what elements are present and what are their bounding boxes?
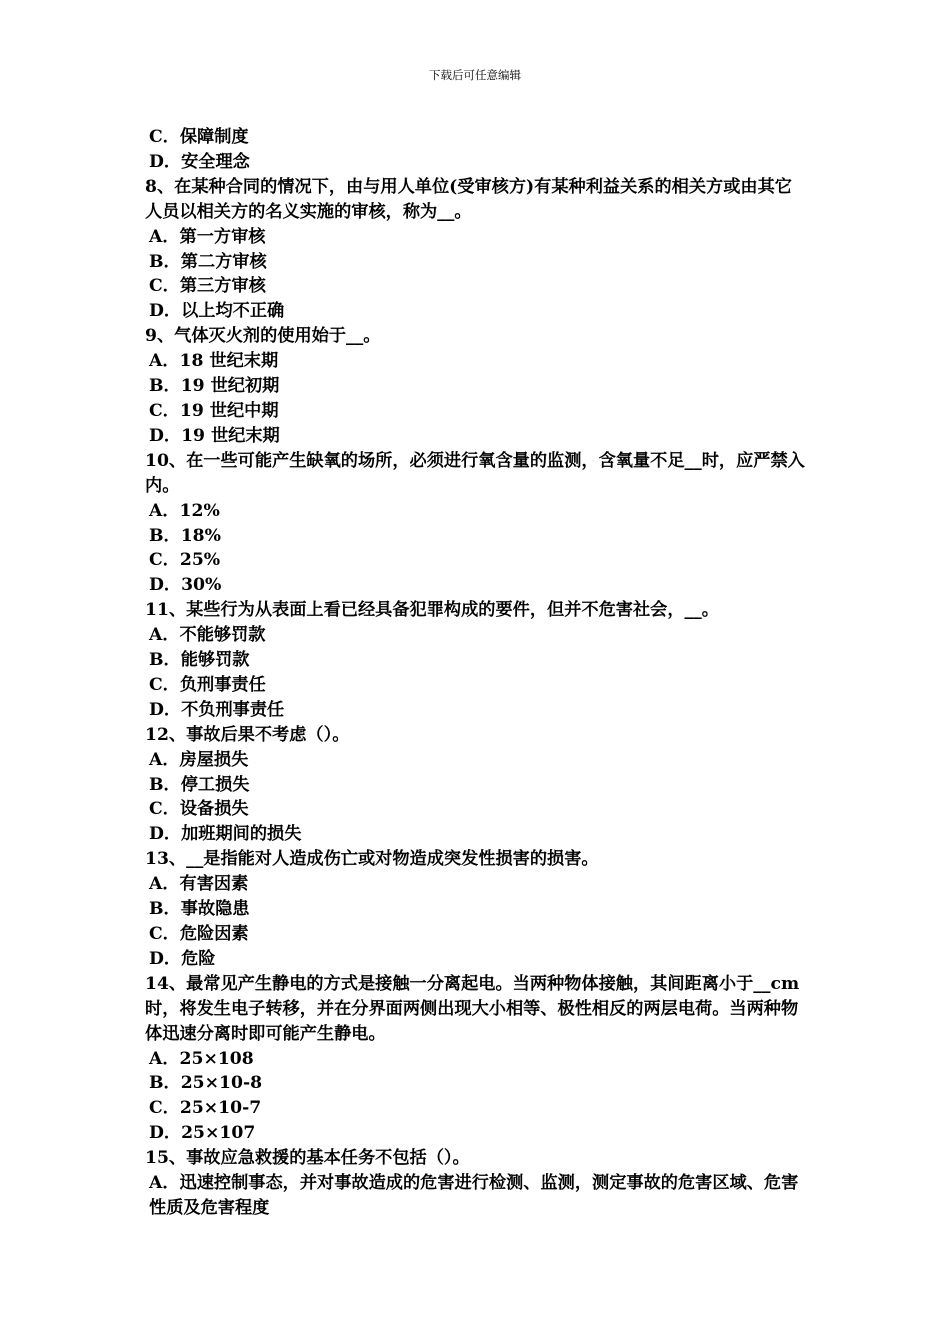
question-text: 11、某些行为从表面上看已经具备犯罪构成的要件，但并不危害社会，__。 xyxy=(145,600,719,621)
answer-option: C．25×10-7 xyxy=(149,1098,262,1119)
answer-option: B．事故隐患 xyxy=(149,899,250,920)
answer-option: A．迅速控制事态，并对事故造成的危害进行检测、监测，测定事故的危害区域、危害性质及危害程度 xyxy=(149,1173,799,1218)
answer-option: D．30% xyxy=(149,575,222,596)
answer-option: B．19 世纪初期 xyxy=(149,376,280,397)
answer-option: A．25×108 xyxy=(149,1048,254,1069)
answer-option: C．危险因素 xyxy=(149,924,249,944)
page-header: 下载后可任意编辑 xyxy=(429,68,521,82)
answer-option: A．房屋损失 xyxy=(149,749,249,770)
answer-option: A．18 世纪末期 xyxy=(149,351,279,372)
answer-option: C．第三方审核 xyxy=(149,276,266,297)
question-text: 9、气体灭火剂的使用始于__。 xyxy=(145,326,381,347)
answer-option: D．19 世纪末期 xyxy=(149,425,280,446)
answer-option: D．危险 xyxy=(149,948,216,969)
answer-option: B．25×10-8 xyxy=(149,1073,263,1094)
question-text: 15、事故应急救援的基本任务不包括（）。 xyxy=(145,1148,470,1169)
question-text: 12、事故后果不考虑（）。 xyxy=(145,724,350,745)
answer-option: A．有害因素 xyxy=(149,874,249,895)
answer-option: C．设备损失 xyxy=(149,799,249,820)
answer-option: B．第二方审核 xyxy=(149,251,267,272)
answer-option: A．12% xyxy=(149,500,220,521)
answer-option: D．不负刑事责任 xyxy=(149,699,285,720)
answer-option: D．加班期间的损失 xyxy=(149,824,302,845)
answer-option: B．停工损失 xyxy=(149,774,250,795)
answer-option: B．能够罚款 xyxy=(149,650,250,671)
answer-option: B．18% xyxy=(149,525,221,546)
question-text: 13、__是指能对人造成伤亡或对物造成突发性损害的损害。 xyxy=(145,849,599,870)
answer-option: C．25% xyxy=(149,550,221,571)
answer-option: D．安全理念 xyxy=(149,151,250,172)
answer-option: C．负刑事责任 xyxy=(149,674,266,695)
answer-option: C．19 世纪中期 xyxy=(149,400,279,421)
question-text: 8、在某种合同的情况下，由与用人单位(受审核方)有某种利益关系的相关方或由其它人员以相关方的名义实施的审核，称为__。 xyxy=(145,176,792,222)
answer-option: D．25×107 xyxy=(149,1123,256,1144)
question-text: 14、最常见产生静电的方式是接触一分离起电。当两种物体接触，其间距离小于__cm 时，将发生电子转移，并在分界面两侧出现大小相等、极性相反的两层电荷。当两种物体迅速分离时即可能产生静电。 xyxy=(145,973,800,1044)
document-body xyxy=(145,125,807,1221)
answer-option: A．第一方审核 xyxy=(149,226,266,247)
answer-option: C．保障制度 xyxy=(149,127,249,147)
answer-option: A．不能够罚款 xyxy=(149,625,266,646)
answer-option: D．以上均不正确 xyxy=(149,301,285,322)
question-text: 10、在一些可能产生缺氧的场所，必须进行氧含量的监测，含氧量不足__时，应严禁入内。 xyxy=(145,450,805,496)
